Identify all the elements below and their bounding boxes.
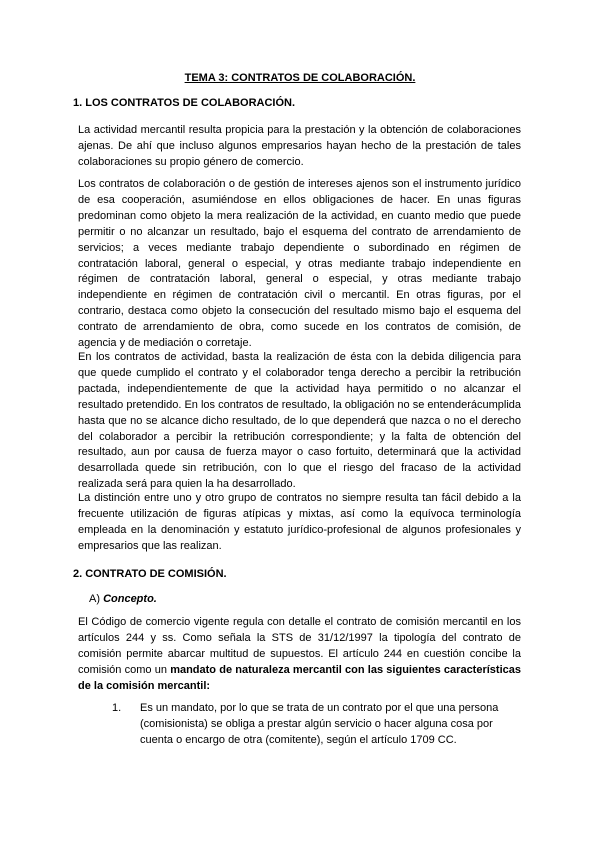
paragraph-2: Los contratos de colaboración o de gestión de intereses ajenos son el instrumento jurídico de esa cooperación, asumiéndose en ellos obligaciones de hacer. En unas figuras predominan como objeto la mera realización de la actividad, en cuanto medio que puede permitir o no alcanzar un resultado, bajo el esquema del contrato de arrendamiento de servicios; a veces mediante trabajo dependiente o subordinado en régimen de contratación laboral, general o especial, y otras mediante trabajo independiente en régimen de contratación laboral, general o especial, y otras mediante trabajo independiente en régimen de contratación civil o mercantil. En otras figuras, por el contrario, destaca como objeto la consecución del resultado mismo bajo el esquema del contrato de arrendamiento de obra, como sucede en los contratos de comisión, de agencia y de mediación o corretaje. <box>78 178 521 350</box>
section-heading-comision: 2. CONTRATO DE COMISIÓN. <box>73 568 227 580</box>
subsection-heading-concepto <box>89 593 157 605</box>
paragraph-comision-concepto <box>78 615 521 695</box>
section-heading-colaboracion: 1. LOS CONTRATOS DE COLABORACIÓN. <box>73 97 296 109</box>
paragraph-4: La distinción entre uno y otro grupo de contratos no siempre resulta tan fácil debido a la frecuente utilización de figuras atípicas y mixtas, así como la equívoca terminología empleada en la denominación y estatuto jurídico-profesional de algunos profesionales y empresarios que las realizan. <box>78 492 521 552</box>
paragraph-comision-text: El Código de comercio vigente regula con detalle el contrato de comisión mercantil en los artículos 244 y ss. Como señala la STS de 31/12/1997 la tipología del contrato de comisión permite abarcar multitud de supuestos. El artículo 244 en cuestión concibe la comisión como un <box>78 616 521 676</box>
subsection-letter: A) <box>89 593 100 605</box>
list-item <box>112 701 522 749</box>
subsection-title: Concepto. <box>103 593 157 605</box>
list-item-number: 1. <box>112 702 122 714</box>
paragraph-3: En los contratos de actividad, basta la realización de ésta con la debida diligencia para que quede cumplido el contrato y el colaborador tenga derecho a percibir la retribución pactada, independientemente de que la actividad haya permitido o no alcanzar el resultado pretendido. En los contratos de resultado, la obligación no se entenderácumplida hasta que no se alcance dicho resultado, de lo que dependerá que nazca o no el derecho del colaborador a percibir la retribución correspondiente; y la falta de obtención del resultado, aun por causa de fuerza mayor o caso fortuito, determinará que la actividad desarrollada quede sin retribución, con lo que el riesgo del fracaso de la actividad realizada será para quien la ha desarrollado. <box>78 351 521 491</box>
paragraph-comision-bold: mandato de naturaleza mercantil con las siguientes características de la comisión mercantil: <box>78 663 521 692</box>
document-title: TEMA 3: CONTRATOS DE COLABORACIÓN. <box>184 72 416 84</box>
list-item-text: Es un mandato, por lo que se trata de un contrato por el que una persona (comisionista) se obliga a prestar algún servicio o hacer alguna cosa por cuenta o encargo de otra (comitente), según el artículo 1709 CC. <box>140 702 499 746</box>
paragraph-1: La actividad mercantil resulta propicia para la prestación y la obtención de colaboraciones ajenas. De ahí que incluso algunos empresarios hayan hecho de la prestación de tales colaboraciones su propio género de comercio. <box>78 124 521 168</box>
